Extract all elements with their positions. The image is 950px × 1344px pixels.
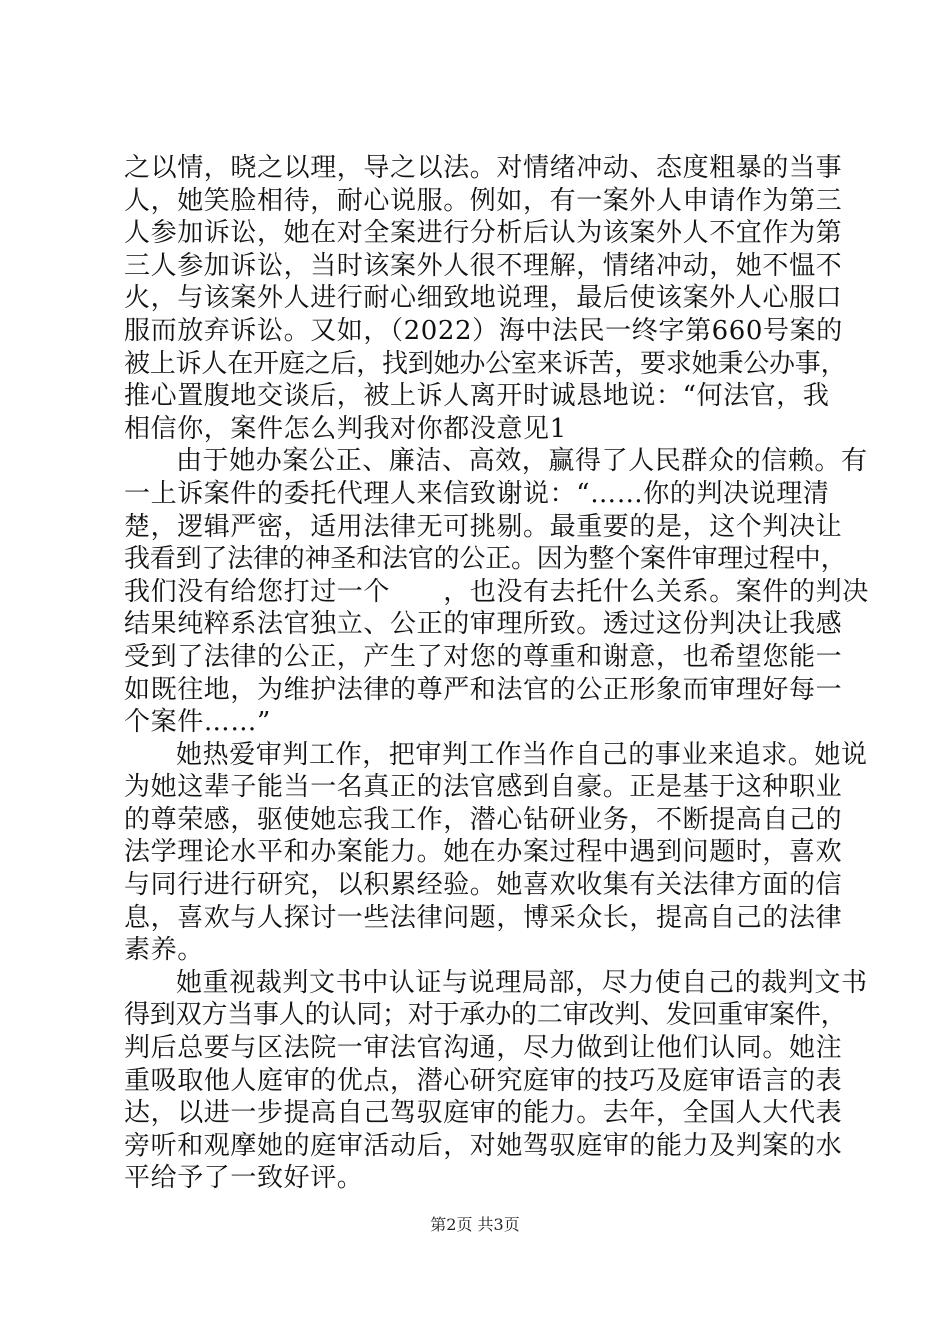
text-line: 素养。 — [124, 935, 204, 966]
text-line: 平给予了一致好评。 — [124, 1163, 364, 1194]
text-line: 她热爱审判工作，把审判工作当作自己的事业来追求。她说 — [176, 739, 868, 770]
page-number-footer: 第2页 共3页 — [430, 1215, 520, 1234]
text-line: 我看到了法律的神圣和法官的公正。因为整个案件审理过程中， — [124, 544, 847, 575]
text-line: 的尊荣感，驱使她忘我工作，潜心钻研业务，不断提高自己的 — [124, 804, 843, 835]
text-line: 她重视裁判文书中认证与说理局部，尽力使自己的裁判文书 — [176, 967, 868, 998]
text-line: 推心置腹地交谈后，被上诉人离开时诚恳地说：“何法官，我 — [124, 381, 830, 412]
text-line: 得到双方当事人的认同；对于承办的二审改判、发回重审案件， — [124, 1000, 847, 1031]
text-line: 人，她笑脸相待，耐心说服。例如，有一案外人申请作为第三 — [124, 185, 843, 216]
paragraph-3 — [124, 739, 868, 967]
document-body — [124, 152, 869, 1195]
text-line: 与同行进行研究，以积累经验。她喜欢收集有关法律方面的信 — [124, 870, 843, 901]
text-line: 一上诉案件的委托代理人来信致谢说：“……你的判决说理清 — [124, 478, 830, 509]
text-line: 被上诉人在开庭之后，找到她办公室来诉苦，要求她秉公办事， — [124, 348, 847, 379]
text-line: 服而放弃诉讼。又如，（2022）海中法民一终字第660号案的 — [124, 315, 843, 346]
text-line: 如既往地，为维护法律的尊严和法官的公正形象而审理好每一 — [124, 674, 843, 705]
paragraph-2 — [124, 445, 869, 738]
text-line: 之以情，晓之以理，导之以法。对情绪冲动、态度粗暴的当事 — [124, 153, 843, 183]
text-line: 火，与该案外人进行耐心细致地说理，最后使该案外人心服口 — [124, 283, 843, 314]
text-line: 三人参加诉讼，当时该案外人很不理解，情绪冲动，她不愠不 — [124, 250, 843, 281]
text-line: 判后总要与区法院一审法官沟通，尽力做到让他们认同。她注 — [124, 1033, 843, 1064]
text-line: 楚，逻辑严密，适用法律无可挑剔。最重要的是，这个判决让 — [124, 511, 843, 542]
text-line: 旁听和观摩她的庭审活动后，对她驾驭庭审的能力及判案的水 — [124, 1130, 843, 1161]
text-line: 我们没有给您打过一个 ，也没有去托什么关系。案件的判决 — [124, 576, 869, 607]
text-line: 相信你，案件怎么判我对你都没意见1 — [124, 413, 567, 444]
text-line: 结果纯粹系法官独立、公正的审理所致。透过这份判决让我感 — [124, 609, 843, 640]
paragraph-4 — [124, 967, 868, 1195]
text-line: 法学理论水平和办案能力。她在办案过程中遇到问题时，喜欢 — [124, 837, 843, 868]
text-line: 由于她办案公正、廉洁、高效，赢得了人民群众的信赖。有 — [176, 446, 868, 477]
text-line: 达，以进一步提高自己驾驭庭审的能力。去年，全国人大代表 — [124, 1098, 843, 1129]
text-line: 为她这辈子能当一名真正的法官感到自豪。正是基于这种职业 — [124, 772, 843, 803]
text-line: 受到了法律的公正，产生了对您的尊重和谢意，也希望您能一 — [124, 641, 843, 672]
paragraph-1 — [124, 152, 847, 445]
text-line: 息，喜欢与人探讨一些法律问题，博采众长，提高自己的法律 — [124, 902, 843, 933]
text-line: 个案件……” — [124, 707, 271, 738]
text-line: 人参加诉讼，她在对全案进行分析后认为该案外人不宜作为第 — [124, 218, 843, 249]
text-line: 重吸取他人庭审的优点，潜心研究庭审的技巧及庭审语言的表 — [124, 1065, 843, 1096]
